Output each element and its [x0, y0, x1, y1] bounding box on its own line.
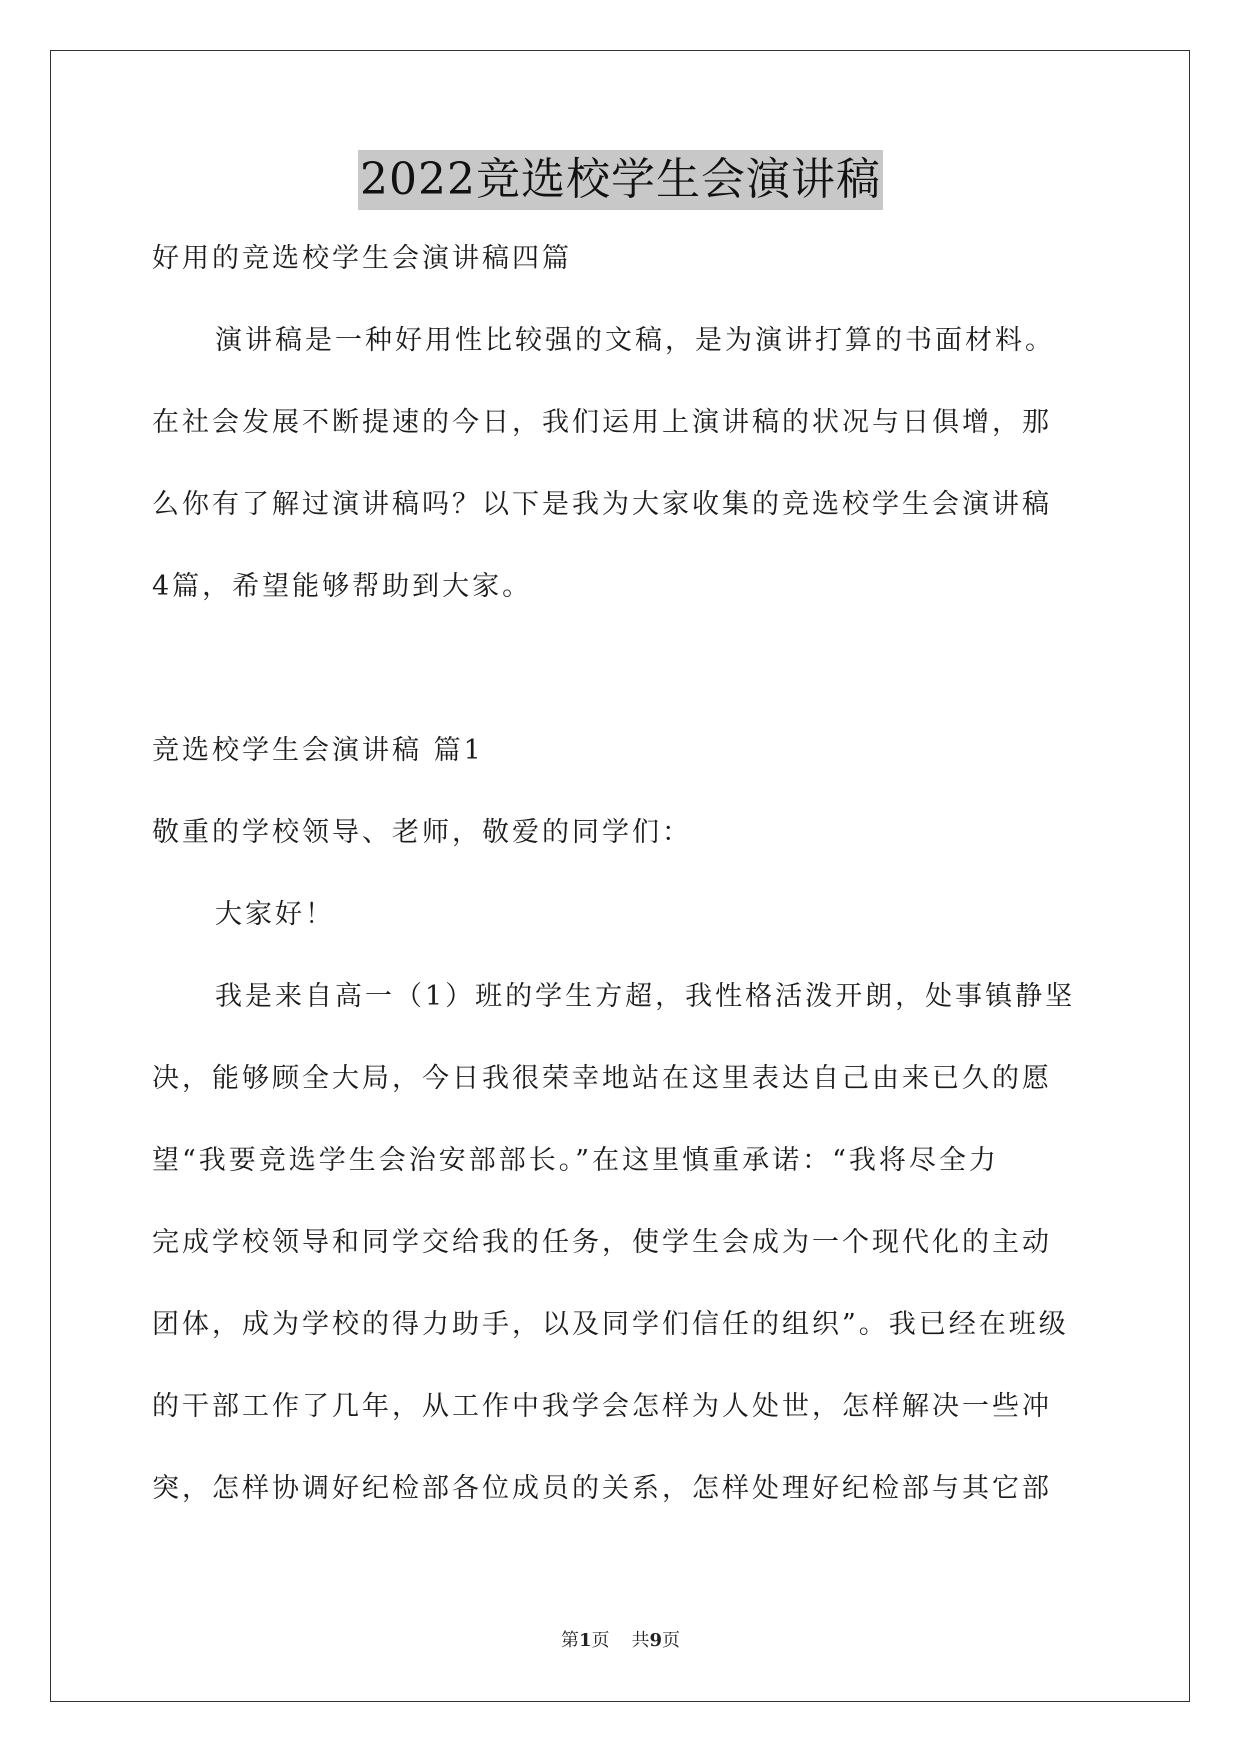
- paragraph-line: 决，能够顾全大局，今日我很荣幸地站在这里表达自己由来已久的愿: [152, 1063, 1052, 1094]
- document-body: [152, 235, 1088, 1547]
- total-suffix: 页: [662, 1630, 681, 1651]
- total-prefix: 共: [631, 1630, 650, 1651]
- paragraph-line: 的干部工作了几年，从工作中我学会怎样为人处世，怎样解决一些冲: [152, 1391, 1052, 1422]
- paragraph-line: 么你有了解过演讲稿吗？以下是我为大家收集的竞选校学生会演讲稿: [152, 489, 1052, 520]
- section-heading: 竞选校学生会演讲稿 篇1: [152, 735, 484, 766]
- paragraph-line: 完成学校领导和同学交给我的任务，使学生会成为一个现代化的主动: [152, 1227, 1052, 1258]
- paragraph-line: 4篇，希望能够帮助到大家。: [152, 571, 533, 602]
- page-footer: [0, 1626, 1241, 1652]
- paragraph-line: 望“我要竞选学生会治安部部长。”在这里慎重承诺：“我将尽全力: [152, 1145, 999, 1176]
- salutation-line: 敬重的学校领导、老师，敬爱的同学们：: [152, 817, 692, 848]
- paragraph-line: 演讲稿是一种好用性比较强的文稿，是为演讲打算的书面材料。: [215, 325, 1055, 356]
- page-prefix: 第: [560, 1630, 579, 1651]
- subtitle-line: 好用的竞选校学生会演讲稿四篇: [152, 243, 572, 274]
- paragraph-line: 在社会发展不断提速的今日，我们运用上演讲稿的状况与日俱增，那: [152, 407, 1052, 438]
- paragraph-line: 突，怎样协调好纪检部各位成员的关系，怎样处理好纪检部与其它部: [152, 1473, 1052, 1504]
- title-container: [0, 150, 1241, 210]
- current-page-number: 1: [578, 1630, 592, 1651]
- page-suffix: 页: [591, 1630, 610, 1651]
- document-title: 2022竞选校学生会演讲稿: [358, 150, 883, 210]
- greeting-line: 大家好！: [215, 899, 335, 930]
- paragraph-line: 团体，成为学校的得力助手，以及同学们信任的组织”。我已经在班级: [152, 1309, 1069, 1340]
- paragraph-line: 我是来自高一（1）班的学生方超，我性格活泼开朗，处事镇静坚: [215, 981, 1076, 1012]
- total-pages-number: 9: [649, 1630, 663, 1651]
